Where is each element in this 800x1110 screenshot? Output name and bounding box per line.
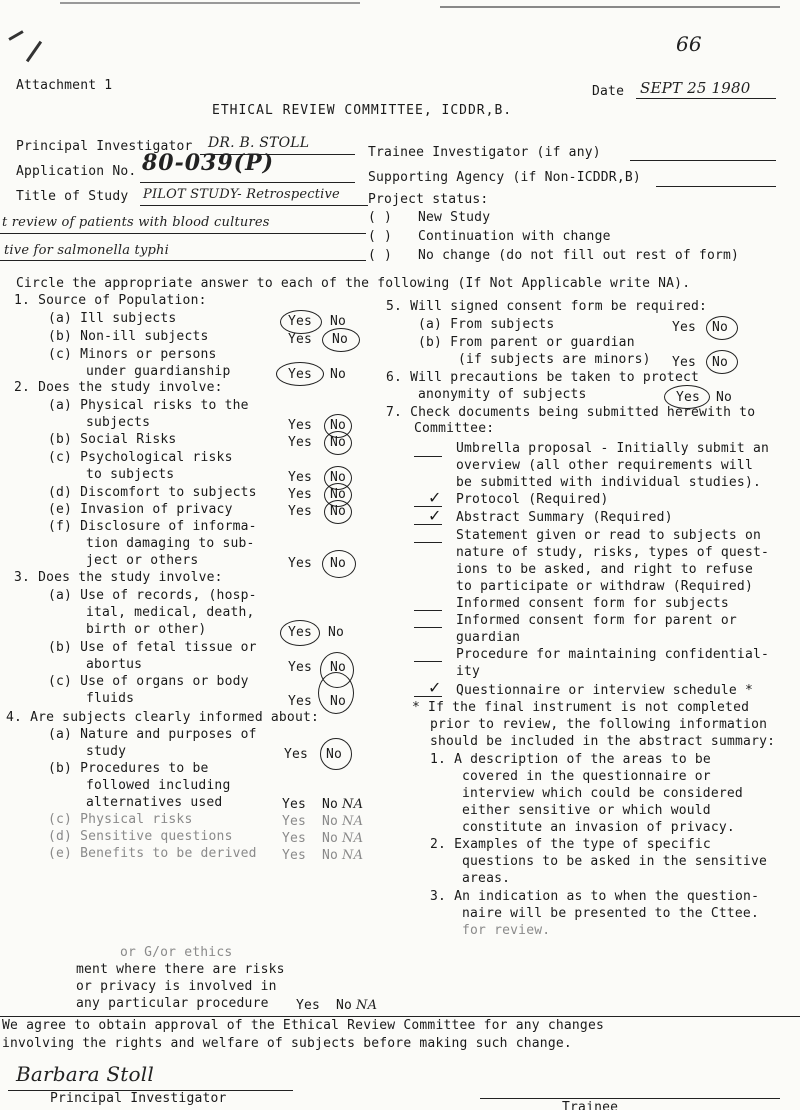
q2b-yes: Yes — [288, 435, 313, 450]
scan-mark — [440, 6, 780, 8]
answer-circle — [324, 500, 352, 524]
q4i-yes: Yes — [296, 998, 321, 1013]
status-option-continuation: Continuation with change — [418, 229, 611, 244]
q3b-yes: Yes — [288, 660, 313, 675]
q2a-yes: Yes — [288, 418, 313, 433]
q2b-label: (b) Social Risks — [48, 432, 177, 447]
q3b-label-cont: abortus — [86, 657, 143, 672]
note-item-2a: 2. Examples of the type of specific — [430, 837, 711, 852]
footer-divider — [0, 1016, 800, 1017]
scan-mark — [8, 30, 23, 41]
icf-subjects-text: Informed consent form for subjects — [456, 596, 729, 611]
q2c-label: (c) Psychological risks — [48, 450, 233, 465]
q2d-label: (d) Discomfort to subjects — [48, 485, 257, 500]
q4d-no: No — [322, 831, 339, 846]
q4e-yes: Yes — [282, 848, 307, 863]
q4c-yes: Yes — [282, 814, 307, 829]
status-option-no-change: No change (do not fill out rest of form) — [418, 248, 740, 263]
q2a-no: No — [330, 418, 347, 433]
statement-text-2: nature of study, risks, types of quest- — [456, 545, 770, 560]
q4e-na: NA — [342, 848, 364, 863]
application-number: 80-039(P) — [142, 150, 275, 176]
q1c-label-cont: under guardianship — [86, 364, 231, 379]
q4b-label: (b) Procedures to be — [48, 761, 209, 776]
q4h-label: or privacy is involved in — [76, 979, 277, 994]
q4g-label: ment where there are risks — [76, 962, 285, 977]
q1b-label: (b) Non-ill subjects — [48, 329, 209, 344]
q3b-no: No — [330, 660, 347, 675]
q3-heading: 3. Does the study involve: — [14, 570, 223, 585]
title-underline-1 — [140, 205, 368, 206]
answer-circle — [324, 431, 352, 455]
statement-text-4: to participate or withdraw (Required) — [456, 579, 753, 594]
instructions: Circle the appropriate answer to each of the following (If Not Applicable write NA). — [16, 276, 691, 291]
note-item-1e: constitute an invasion of privacy. — [462, 820, 735, 835]
note-line-3: should be included in the abstract summary: — [430, 734, 776, 749]
q4c-na: NA — [342, 814, 364, 829]
note-item-3c: for review. — [462, 923, 551, 938]
q3c-no: No — [330, 694, 347, 709]
q2-heading: 2. Does the study involve: — [14, 380, 223, 395]
icf-parent-text-1: Informed consent form for parent or — [456, 613, 737, 628]
status-option-new: New Study — [418, 210, 491, 225]
q2c-label-cont: to subjects — [86, 467, 175, 482]
q4e-no: No — [322, 848, 339, 863]
q3b-label: (b) Use of fetal tissue or — [48, 640, 257, 655]
q5a-yes: Yes — [672, 320, 697, 335]
q4b-no: No — [322, 797, 339, 812]
answer-circle — [706, 350, 738, 374]
answer-circle — [706, 316, 738, 340]
statement-text-3: ions to be asked, and right to refuse — [456, 562, 753, 577]
icf-parent-checkbox-line — [414, 627, 442, 628]
q2f-label-cont: tion damaging to sub- — [86, 536, 255, 551]
q4e-label: (e) Benefits to be derived — [48, 846, 257, 861]
q5b-no: No — [712, 355, 729, 370]
agreement-line-1: We agree to obtain approval of the Ethical Review Committee for any changes — [2, 1018, 604, 1033]
abstract-text: Abstract Summary (Required) — [456, 510, 673, 525]
q2e-yes: Yes — [288, 504, 313, 519]
q3a-label-cont: ital, medical, death, — [86, 605, 255, 620]
q7-label-cont: Committee: — [414, 421, 495, 436]
trainee-underline — [630, 160, 776, 161]
title-underline-3 — [0, 260, 366, 261]
trainee-signature-label: Trainee — [562, 1100, 619, 1110]
check-mark: ✓ — [428, 678, 442, 697]
q4b-yes: Yes — [282, 797, 307, 812]
q4f-label: or G/or ethics — [120, 945, 233, 960]
corner-page-mark: 66 — [676, 32, 702, 56]
title-label: Title of Study — [16, 189, 129, 204]
q1a-yes: Yes — [288, 314, 313, 329]
project-status-label: Project status: — [368, 192, 489, 207]
q5a-label: (a) From subjects — [418, 317, 555, 332]
q3c-yes: Yes — [288, 694, 313, 709]
note-line-2: prior to review, the following information — [430, 717, 768, 732]
committee-title: ETHICAL REVIEW COMMITTEE, ICDDR,B. — [212, 103, 513, 118]
q2a-label: (a) Physical risks to the — [48, 398, 249, 413]
answer-circle — [280, 620, 320, 646]
q3c-label-cont: fluids — [86, 691, 135, 706]
q3c-label: (c) Use of organs or body — [48, 674, 249, 689]
note-item-2c: areas. — [462, 871, 511, 886]
check-mark: ✓ — [428, 506, 442, 525]
date-value: SEPT 25 1980 — [640, 79, 751, 97]
protocol-text: Protocol (Required) — [456, 492, 609, 507]
answer-circle — [318, 672, 354, 714]
note-item-3b: naire will be presented to the Cttee. — [462, 906, 759, 921]
q6-no: No — [716, 390, 733, 405]
questionnaire-text: Questionnaire or interview schedule * — [456, 683, 753, 698]
q3a-label-cont: birth or other) — [86, 622, 207, 637]
q6-label-cont: anonymity of subjects — [418, 387, 587, 402]
q4c-no: No — [322, 814, 339, 829]
q4d-label: (d) Sensitive questions — [48, 829, 233, 844]
q2d-yes: Yes — [288, 487, 313, 502]
q1b-yes: Yes — [288, 332, 313, 347]
q2b-no: No — [330, 435, 347, 450]
q5-heading: 5. Will signed consent form be required: — [386, 299, 708, 314]
pi-signature-label: Principal Investigator — [50, 1091, 227, 1106]
status-paren: ( ) — [368, 229, 393, 244]
q2c-yes: Yes — [288, 470, 313, 485]
q2a-label-cont: subjects — [86, 415, 151, 430]
trainee-label: Trainee Investigator (if any) — [368, 145, 601, 160]
title-line-2: t review of patients with blood cultures — [2, 215, 270, 230]
title-line-3: tive for salmonella typhi — [4, 243, 169, 258]
q4i-no: No — [336, 998, 353, 1013]
q4-heading: 4. Are subjects clearly informed about: — [6, 710, 320, 725]
note-line-1: * If the final instrument is not completed — [412, 700, 750, 715]
statement-text-1: Statement given or read to subjects on — [456, 528, 762, 543]
q4i-na: NA — [356, 998, 378, 1013]
agency-underline — [656, 186, 776, 187]
q4a-no: No — [326, 747, 343, 762]
scan-mark — [60, 2, 360, 4]
answer-circle — [322, 550, 356, 578]
confidentiality-text-2: ity — [456, 664, 481, 679]
answer-circle — [276, 362, 324, 386]
q4i-label: any particular procedure — [76, 996, 269, 1011]
pi-value: DR. B. STOLL — [208, 135, 310, 151]
icf-subjects-checkbox-line — [414, 610, 442, 611]
q3a-yes: Yes — [288, 625, 313, 640]
q6-yes: Yes — [676, 390, 701, 405]
statement-checkbox-line — [414, 542, 442, 543]
q5b-yes: Yes — [672, 355, 697, 370]
q1c-yes: Yes — [288, 367, 313, 382]
title-underline-2 — [0, 233, 366, 234]
q1b-no: No — [332, 332, 349, 347]
date-label: Date — [592, 84, 625, 99]
q4b-label-cont: followed including — [86, 778, 231, 793]
q4a-yes: Yes — [284, 747, 309, 762]
status-paren: ( ) — [368, 248, 393, 263]
q1a-no: No — [330, 314, 347, 329]
q4d-na: NA — [342, 831, 364, 846]
application-label: Application No. — [16, 164, 137, 179]
umbrella-text-3: be submitted with individual studies). — [456, 475, 762, 490]
confidentiality-checkbox-line — [414, 661, 442, 662]
q6-heading: 6. Will precautions be taken to protect — [386, 370, 700, 385]
umbrella-checkbox-line — [414, 456, 442, 457]
q1-heading: 1. Source of Population: — [14, 293, 207, 308]
answer-circle — [322, 328, 360, 352]
q4a-label-cont: study — [86, 744, 127, 759]
agency-label: Supporting Agency (if Non-ICDDR,B) — [368, 170, 641, 185]
q4b-label-cont: alternatives used — [86, 795, 223, 810]
answer-circle — [280, 310, 322, 334]
note-item-1a: 1. A description of the areas to be — [430, 752, 711, 767]
answer-circle — [320, 738, 352, 770]
q2d-no: No — [330, 487, 347, 502]
trainee-signature-line — [480, 1098, 780, 1099]
q3a-no: No — [328, 625, 345, 640]
q4a-label: (a) Nature and purposes of — [48, 727, 257, 742]
q1c-no: No — [330, 367, 347, 382]
q1c-label: (c) Minors or persons — [48, 347, 217, 362]
pi-signature: Barbara Stoll — [16, 1062, 154, 1086]
icf-parent-text-2: guardian — [456, 630, 521, 645]
status-paren: ( ) — [368, 210, 393, 225]
application-underline — [140, 182, 355, 183]
q2c-no: No — [330, 470, 347, 485]
q4d-yes: Yes — [282, 831, 307, 846]
q5b-label-cont: (if subjects are minors) — [458, 352, 651, 367]
q5b-label: (b) From parent or guardian — [418, 335, 635, 350]
q2f-no: No — [330, 556, 347, 571]
q2f-yes: Yes — [288, 556, 313, 571]
agreement-line-2: involving the rights and welfare of subjects before making such change. — [2, 1036, 572, 1051]
note-item-1b: covered in the questionnaire or — [462, 769, 711, 784]
q2e-no: No — [330, 504, 347, 519]
q4b-na: NA — [342, 797, 364, 812]
confidentiality-text-1: Procedure for maintaining confidential- — [456, 647, 770, 662]
note-item-3a: 3. An indication as to when the question- — [430, 889, 760, 904]
q2f-label-cont: ject or others — [86, 553, 199, 568]
umbrella-text-1: Umbrella proposal - Initially submit an — [456, 441, 770, 456]
q1a-label: (a) Ill subjects — [48, 311, 177, 326]
check-mark: ✓ — [428, 488, 442, 507]
q5a-no: No — [712, 320, 729, 335]
date-underline — [636, 98, 776, 99]
scan-mark — [26, 41, 42, 62]
q2e-label: (e) Invasion of privacy — [48, 502, 233, 517]
q7-heading: 7. Check documents being submitted herewith to — [386, 405, 756, 420]
note-item-2b: questions to be asked in the sensitive — [462, 854, 768, 869]
q4c-label: (c) Physical risks — [48, 812, 193, 827]
umbrella-text-2: overview (all other requirements will — [456, 458, 753, 473]
q2f-label: (f) Disclosure of informa- — [48, 519, 257, 534]
note-item-1d: either sensitive or which would — [462, 803, 711, 818]
attachment-label: Attachment 1 — [16, 78, 113, 93]
q3a-label: (a) Use of records, (hosp- — [48, 588, 257, 603]
note-item-1c: interview which could be considered — [462, 786, 743, 801]
title-line-1: PILOT STUDY- Retrospective — [143, 187, 340, 202]
pi-label: Principal Investigator — [16, 139, 193, 154]
